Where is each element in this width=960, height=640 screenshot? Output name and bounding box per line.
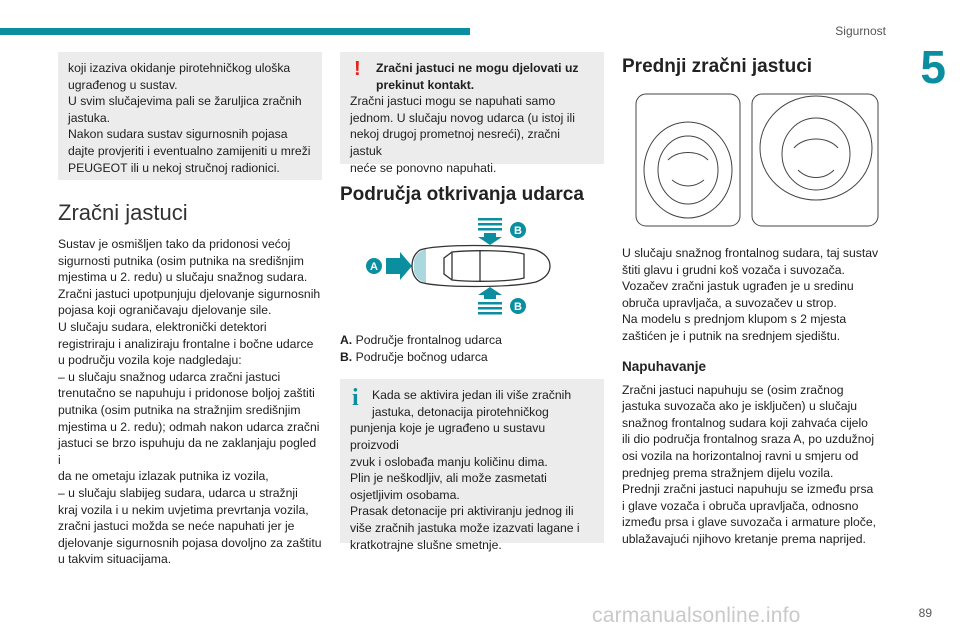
warning-box — [340, 52, 604, 175]
exclamation-icon: ! — [354, 58, 361, 80]
section-heading-detection-zones: Područja otkrivanja udarca — [340, 184, 584, 205]
section-heading-front-airbags: Prednji zračni jastuci — [622, 56, 813, 77]
diagram-label-b-top: B — [514, 225, 522, 237]
airbags-body-text: Sustav je osmišljen tako da pridonosi većoj sigurnosti putnika (osim putnika na središnjim mjestima u 2. redu) u slučaju snažnog sudara. Zračni jastuci upotpunjuju djelovanje sigurnosnih pojasa koji ograničavaju djelovanje sile. U slučaju sudara, elektronički detektori registriraju i analiziraju frontalne i bočne udarce u području vozila koje nadgledaju: – u slučaju snažnog udarca zračni jastuci trenutačno se napuhuju i pridonose boljoj zaštiti putnika (osim putnika na stražnjim središnjim mjestima u 2. redu); odmah nakon udarca zračni jastuci se brzo ispuhuju da ne zaklanjaju pogled i da ne ometaju izlazak putnika iz vozila, – u slučaju slabijeg sudara, udarca u stražnji kraj vozila i u nekim uvjetima prevrtanja vozila, zračni jastuci možda se neće napuhati jer je djelovanje sigurnosnih pojasa dovoljno za zaštitu u takvim situacijama. — [58, 237, 322, 567]
warning-body: Zračni jastuci mogu se napuhati samo jednom. U slučaju novog udarca (u istoj ili nekoj drugoj prometnoj nesreći), zračni jastuk neće se ponovno napuhati. — [350, 94, 575, 175]
info-icon: i — [352, 385, 359, 412]
section-heading-airbags: Zračni jastuci — [58, 200, 188, 225]
page-number: 89 — [918, 606, 932, 620]
continuation-box — [58, 52, 322, 180]
front-airbags-intro: U slučaju snažnog frontalnog sudara, taj sustav štiti glavu i grudni koš vozača i suvozača. Vozačev zračni jastuk ugrađen je u sredinu obruča upravljača, a suvozačev u strop. Na modelu s prednjom klupom s 2 mjesta zaštićen je i putnik na srednjem sjedištu. — [622, 246, 879, 343]
continuation-text: koji izaziva okidanje pirotehničkog uloška ugrađenog u sustav. U svim slučajevima pali se žaruljica zračnih jastuka. Nakon sudara sustav sigurnosnih pojasa dajte provjeriti i eventualno zamijeniti u mreži PEUGEOT ili u nekoj stručnoj radionici. — [68, 61, 311, 175]
header-accent-bar — [0, 28, 470, 35]
section-title: Sigurnost — [835, 24, 886, 38]
info-body: punjenja koje je ugrađeno u sustavu proizvodi zvuk i oslobađa manju količinu dima. Plin je neškodljiv, ali može zasmetati osjetljivim osobama. Prasak detonacije pri aktiviranju jednog ili više zračnih jastuka može izazvati lagane i kratkotrajne slušne smetnje. — [350, 421, 580, 552]
detection-zones-diagram — [340, 218, 604, 322]
column-right — [622, 52, 892, 548]
diagram-legend — [340, 332, 604, 365]
legend-item: B. Područje bočnog udarca — [340, 349, 488, 364]
diagram-label-b-bottom: B — [514, 301, 522, 313]
chapter-number: 5 — [920, 41, 946, 93]
diagram-label-a: A — [370, 261, 378, 273]
column-left — [58, 52, 322, 568]
car-top-view-illustration — [340, 218, 604, 322]
front-airbags-illustration — [632, 90, 882, 230]
info-box — [340, 379, 604, 552]
watermark-text: carmanualsonline.info — [592, 604, 801, 627]
legend-item: A. Područje frontalnog udarca — [340, 333, 502, 347]
warning-title: Zračni jastuci ne mogu djelovati uz prekinut kontakt. — [376, 61, 579, 92]
inflation-body-text: Zračni jastuci napuhuju se (osim zračnog jastuka suvozača ako je isključen) u slučaju snažnog frontalnog sudara koji zahvaća cijelo ili dio područja frontalnog sraza A, po uzdužnoj osi vozila na horizontalnoj ravni u smjeru od prednjeg prema stražnjem dijelu vozila. Prednji zračni jastuci napuhuju se između prsa i glave vozača i obruča upravljača, odnosno između prsa i glave suvozača i armature ploče, ublažavajući njihovo kretanje prema naprijed. — [622, 382, 877, 546]
subheading-inflation: Napuhavanje — [622, 358, 707, 374]
column-middle — [340, 52, 604, 552]
info-title: Kada se aktivira jedan ili više zračnih jastuka, detonacija pirotehničkog — [372, 388, 572, 419]
